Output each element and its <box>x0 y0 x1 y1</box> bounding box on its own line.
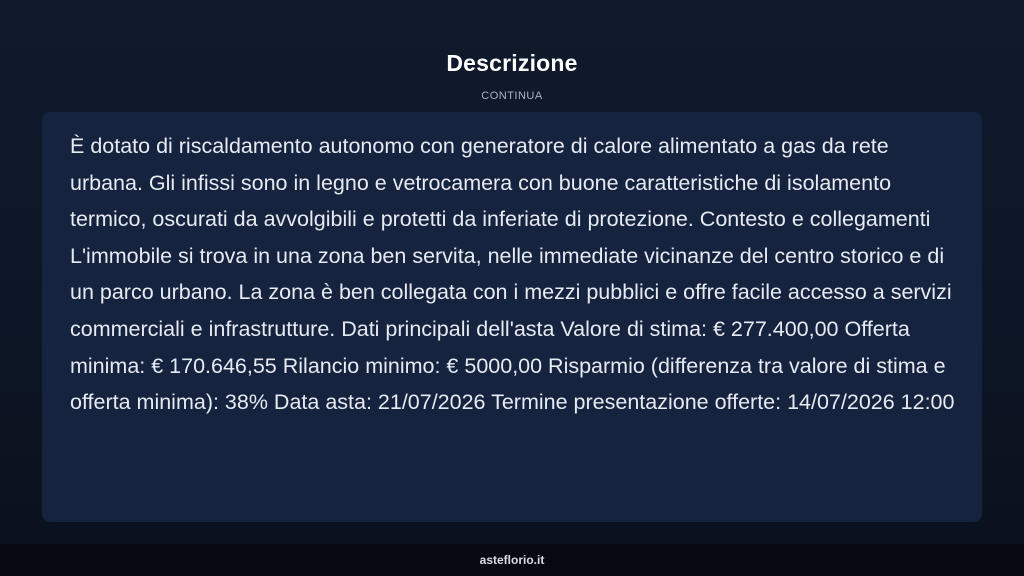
description-text: È dotato di riscaldamento autonomo con generatore di calore alimentato a gas da rete urbana. Gli infissi sono in legno e vetrocamera con buone caratteristiche di isolamento termico, oscurati da avvolgibili e protetti da inferiate di protezione. Contesto e collegamenti L'immobile si trova in una zona ben servita, nelle immediate vicinanze del centro storico e di un parco urbano. La zona è ben collegata con i mezzi pubblici e offre facile accesso a servizi commerciali e infrastrutture. Dati principali dell'asta Valore di stima: € 277.400,00 Offerta minima: € 170.646,55 Rilancio minimo: € 5000,00 Risparmio (differenza tra valore di stima e offerta minima): 38% Data asta: 21/07/2026 Termine presentazione offerte: 14/07/2026 12:00 <box>70 134 955 415</box>
description-card <box>42 112 982 522</box>
footer-bar <box>0 544 1024 576</box>
page-title: Descrizione <box>446 50 578 76</box>
continue-label: CONTINUA <box>481 90 543 102</box>
site-name: asteflorio.it <box>479 553 545 567</box>
